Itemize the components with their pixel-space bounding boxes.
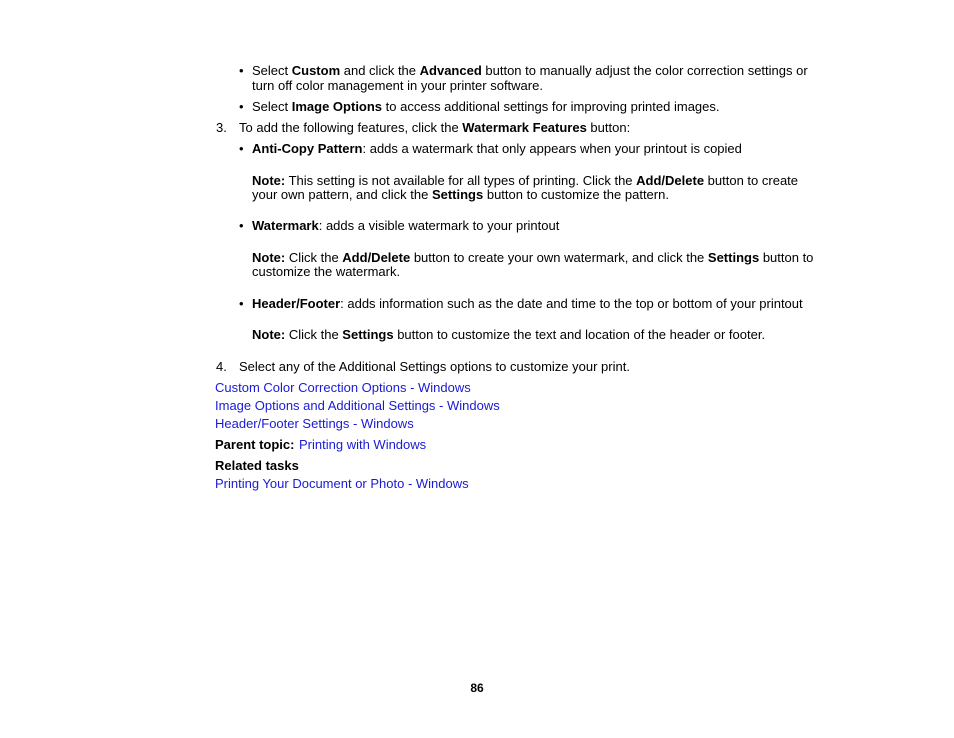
link-image-options-additional-settings[interactable]: Image Options and Additional Settings - Windows <box>215 398 500 413</box>
page-number: 86 <box>470 681 484 695</box>
related-tasks-heading <box>215 458 299 473</box>
parent-topic <box>215 437 294 452</box>
text-run: Click the <box>285 327 343 342</box>
text-run: your own pattern, and click the <box>252 187 432 202</box>
text-run: button to create your own watermark, and click the <box>410 250 708 265</box>
text-run-bold: Settings <box>431 187 484 202</box>
bullet-marker: • <box>239 99 244 114</box>
link-header-footer-settings[interactable]: Header/Footer Settings - Windows <box>215 416 414 431</box>
header-footer-item <box>252 296 803 311</box>
step-4-text: Select any of the Additional Settings options to customize your print. <box>239 359 630 374</box>
step-3-text <box>239 120 630 135</box>
text-run-bold: Settings <box>342 327 394 342</box>
text-run-bold: Watermark <box>252 218 319 233</box>
text-run-bold: Anti-Copy Pattern <box>252 141 363 156</box>
watermark-item <box>252 218 559 233</box>
anti-copy-note-line-2 <box>252 187 669 202</box>
text-run: Select <box>252 99 292 114</box>
text-run: button to <box>759 250 814 265</box>
text-run: customize the watermark. <box>252 264 401 279</box>
text-run: turn off color management in your printer software. <box>252 78 543 93</box>
text-run-bold: Settings <box>707 250 760 265</box>
watermark-note-line-1 <box>252 250 813 265</box>
bullet-marker: • <box>239 218 244 233</box>
text-run-bold: Custom <box>291 63 341 78</box>
text-run: Click the <box>285 250 343 265</box>
header-footer-note <box>252 327 765 342</box>
text-run: : adds a visible watermark to your printout <box>318 218 560 233</box>
link-printing-with-windows[interactable]: Printing with Windows <box>299 437 427 452</box>
custom-option-line-2 <box>252 78 543 93</box>
link-printing-your-document-or-photo[interactable]: Printing Your Document or Photo - Windows <box>215 476 469 491</box>
text-run-bold: Note: <box>252 250 286 265</box>
text-run: button to create <box>704 173 799 188</box>
text-run: Select <box>252 63 292 78</box>
bullet-marker: • <box>239 296 244 311</box>
image-options-line <box>252 99 720 114</box>
watermark-note-line-2 <box>252 264 400 279</box>
text-run: button to customize the pattern. <box>483 187 669 202</box>
text-run-bold: Watermark Features <box>462 120 587 135</box>
text-run-bold: Note: <box>252 173 286 188</box>
text-run-bold: Advanced <box>419 63 482 78</box>
text-run: and click the <box>340 63 420 78</box>
step-number: 3. <box>216 120 227 135</box>
custom-option-line-1 <box>252 63 808 78</box>
text-run: button: <box>586 120 631 135</box>
link-custom-color-correction[interactable]: Custom Color Correction Options - Windows <box>215 380 471 395</box>
text-run: This setting is not available for all types of printing. Click the <box>285 173 637 188</box>
text-run-bold: Note: <box>252 327 286 342</box>
text-run: : adds a watermark that only appears when your printout is copied <box>362 141 742 156</box>
related-tasks-label: Related tasks <box>215 458 299 473</box>
anti-copy-note-line-1 <box>252 173 798 188</box>
step-number: 4. <box>216 359 227 374</box>
text-run: To add the following features, click the <box>239 120 463 135</box>
text-run: button to customize the text and location of the header or footer. <box>393 327 766 342</box>
text-run-bold: Image Options <box>291 99 383 114</box>
bullet-marker: • <box>239 63 244 78</box>
parent-topic-label: Parent topic: <box>215 437 295 452</box>
text-run-bold: Add/Delete <box>636 173 705 188</box>
anti-copy-pattern-item <box>252 141 742 156</box>
text-run: : adds information such as the date and time to the top or bottom of your printout <box>340 296 803 311</box>
text-run-bold: Add/Delete <box>342 250 411 265</box>
text-run-bold: Header/Footer <box>252 296 341 311</box>
text-run: button to manually adjust the color correction settings or <box>481 63 808 78</box>
text-run: to access additional settings for improving printed images. <box>382 99 720 114</box>
bullet-marker: • <box>239 141 244 156</box>
